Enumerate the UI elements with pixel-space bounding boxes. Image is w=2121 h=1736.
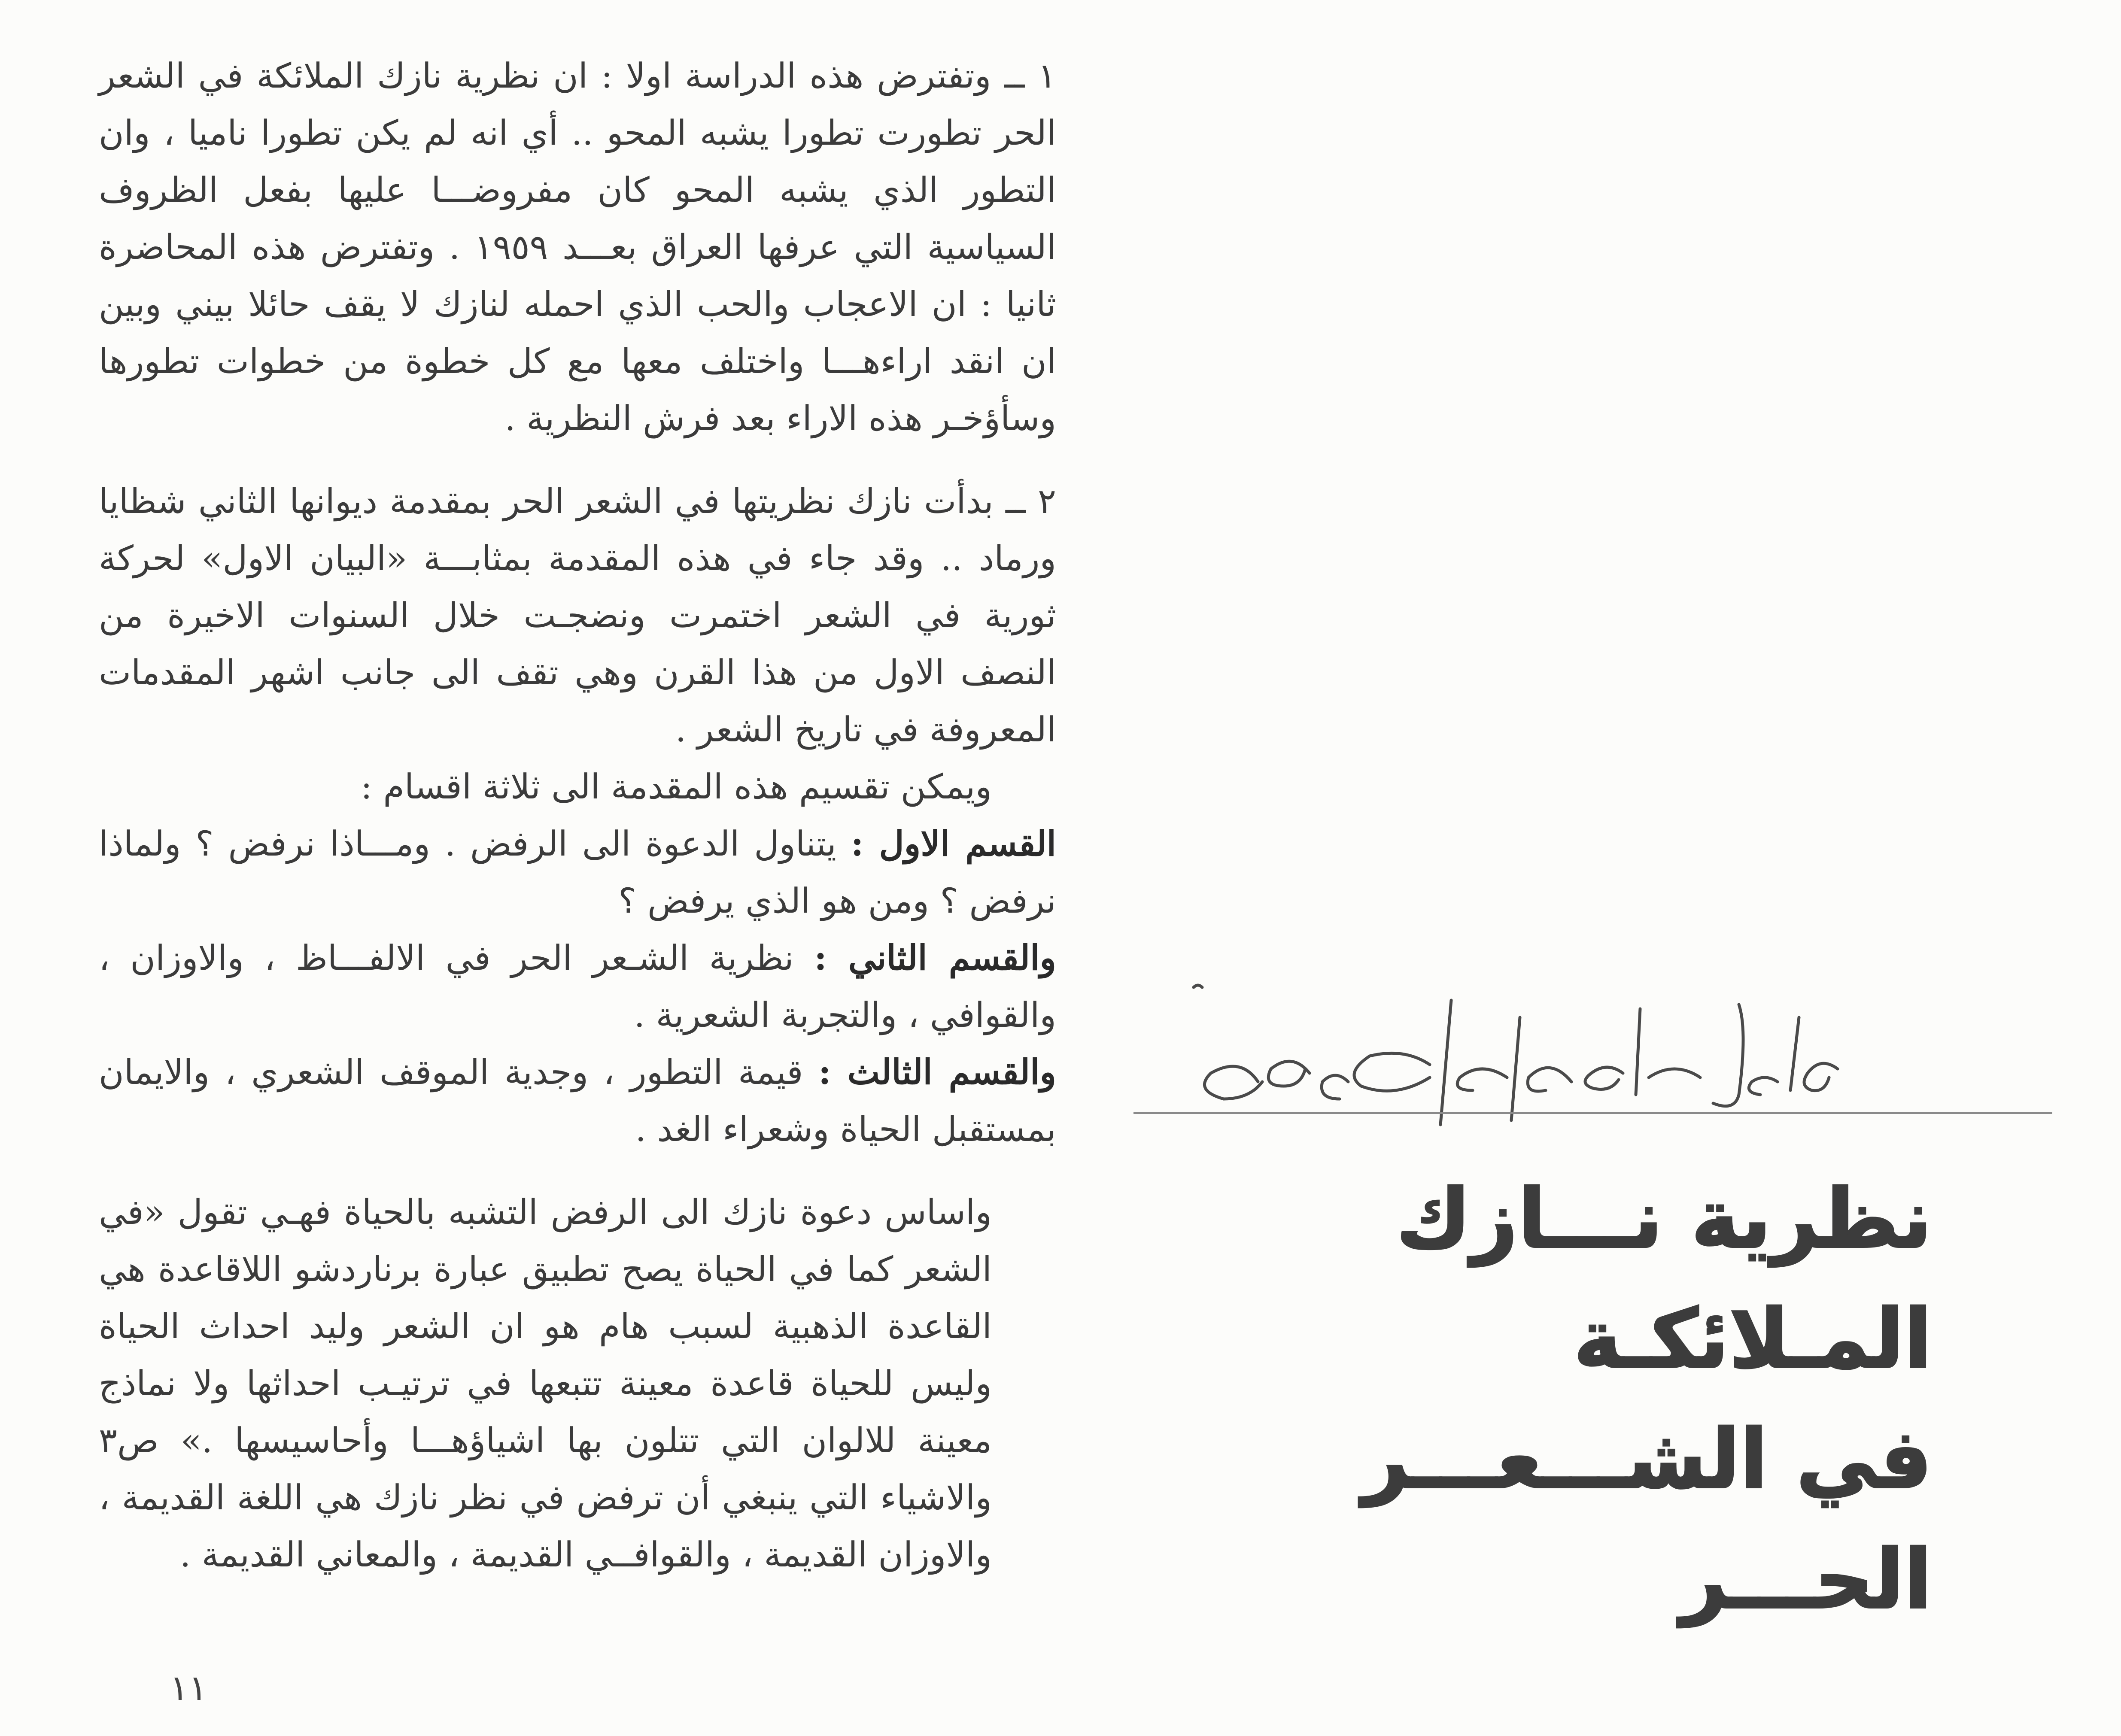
section-1-heading: القسم الاول :: [851, 823, 1056, 864]
section-3-heading: والقسم الثالث :: [818, 1052, 1056, 1092]
article-title: [1151, 1159, 1932, 1640]
author-signature: [1168, 953, 1876, 1133]
section-3-line: [99, 1044, 1056, 1158]
handwritten-signature-icon: [1168, 953, 1876, 1133]
section-2-heading: والقسم الثاني :: [814, 938, 1057, 978]
body-text-column: [99, 47, 1056, 1670]
page-number: ١١: [170, 1668, 208, 1709]
divider-rule: [1133, 1112, 2052, 1114]
section-3-text: قيمة التطور ، وجدية الموقف الشعري ، والايمان بمستقبل الحياة وشعراء الغد .: [99, 1052, 1056, 1149]
paragraph-4: واساس دعوة نازك الى الرفض التشبه بالحياة فهـي تقول «في الشعر كما في الحياة يصح تطبيق عبارة برناردشو اللاقاعدة هي القاعدة الذهبية لسبب هام هو ان الشعر وليد احداث الحياة وليس للحياة قاعدة معينة تتبعها في ترتيـب احداثها ولا نماذج معينة للالوان التي تتلون بها اشياؤهـــا وأحاسيسها .» ص٣ والاشياء التي ينبغي أن ترفض في نظر نازك هي اللغة القديمة ، والاوزان القديمة ، والقوافــي القديمة ، والمعاني القديمة .: [99, 1192, 992, 1575]
paragraph-2: ٢ ــ بدأت نازك نظريتها في الشعر الحر بمقدمة ديوانها الثاني شظايا ورماد .. وقد جاء في هذه المقدمة بمثابـــة «البيان الاول» لحركة ثورية في الشعر اختمرت ونضجـت خلال السنوات الاخيرة من النصف الاول من هذا القرن وهي تقف الى جانب اشهر المقدمات المعروفة في تاريخ الشعر .: [99, 481, 1056, 750]
article-title-line-2: في الشـــعـــر الحـــر: [1362, 1412, 1932, 1627]
section-1-text: يتناول الدعوة الى الرفض . ومـــاذا نرفض ؟ ولماذا نرفض ؟ ومن هو الذي يرفض ؟: [99, 824, 1056, 921]
section-2-line: [99, 929, 1056, 1044]
article-title-line-1: نظرية نـــازك المـلائكـة: [1396, 1171, 1932, 1387]
paragraph-1: ١ ــ وتفترض هذه الدراسة اولا : ان نظرية نازك الملائكة في الشعر الحر تطورت تطورا يشبه المحو .. أي انه لم يكن تطورا ناميا ، وان التطور الذي يشبه المحو كان مفروضـــا عليها بفعل الظروف السياسية التي عرفها العراق بعـــد ١٩٥٩ . وتفترض هذه المحاضرة ثانيا : ان الاعجاب والحب الذي احمله لنازك لا يقف حائلا بيني وبين ان انقد اراءهـــا واختلف معها مع كل خطوة من خطوات تطورها وسأؤخـر هذه الاراء بعد فرش النظرية .: [99, 56, 1057, 438]
paragraph-3: ويمكن تقسيم هذه المقدمة الى ثلاثة اقسام :: [361, 767, 992, 807]
article-heading-panel: [1125, 901, 2052, 1627]
section-2-text: نظرية الشـعر الحر في الالفـــاظ ، والاوزان ، والقوافي ، والتجربة الشعرية .: [99, 938, 1056, 1035]
section-1-line: [99, 815, 1056, 929]
